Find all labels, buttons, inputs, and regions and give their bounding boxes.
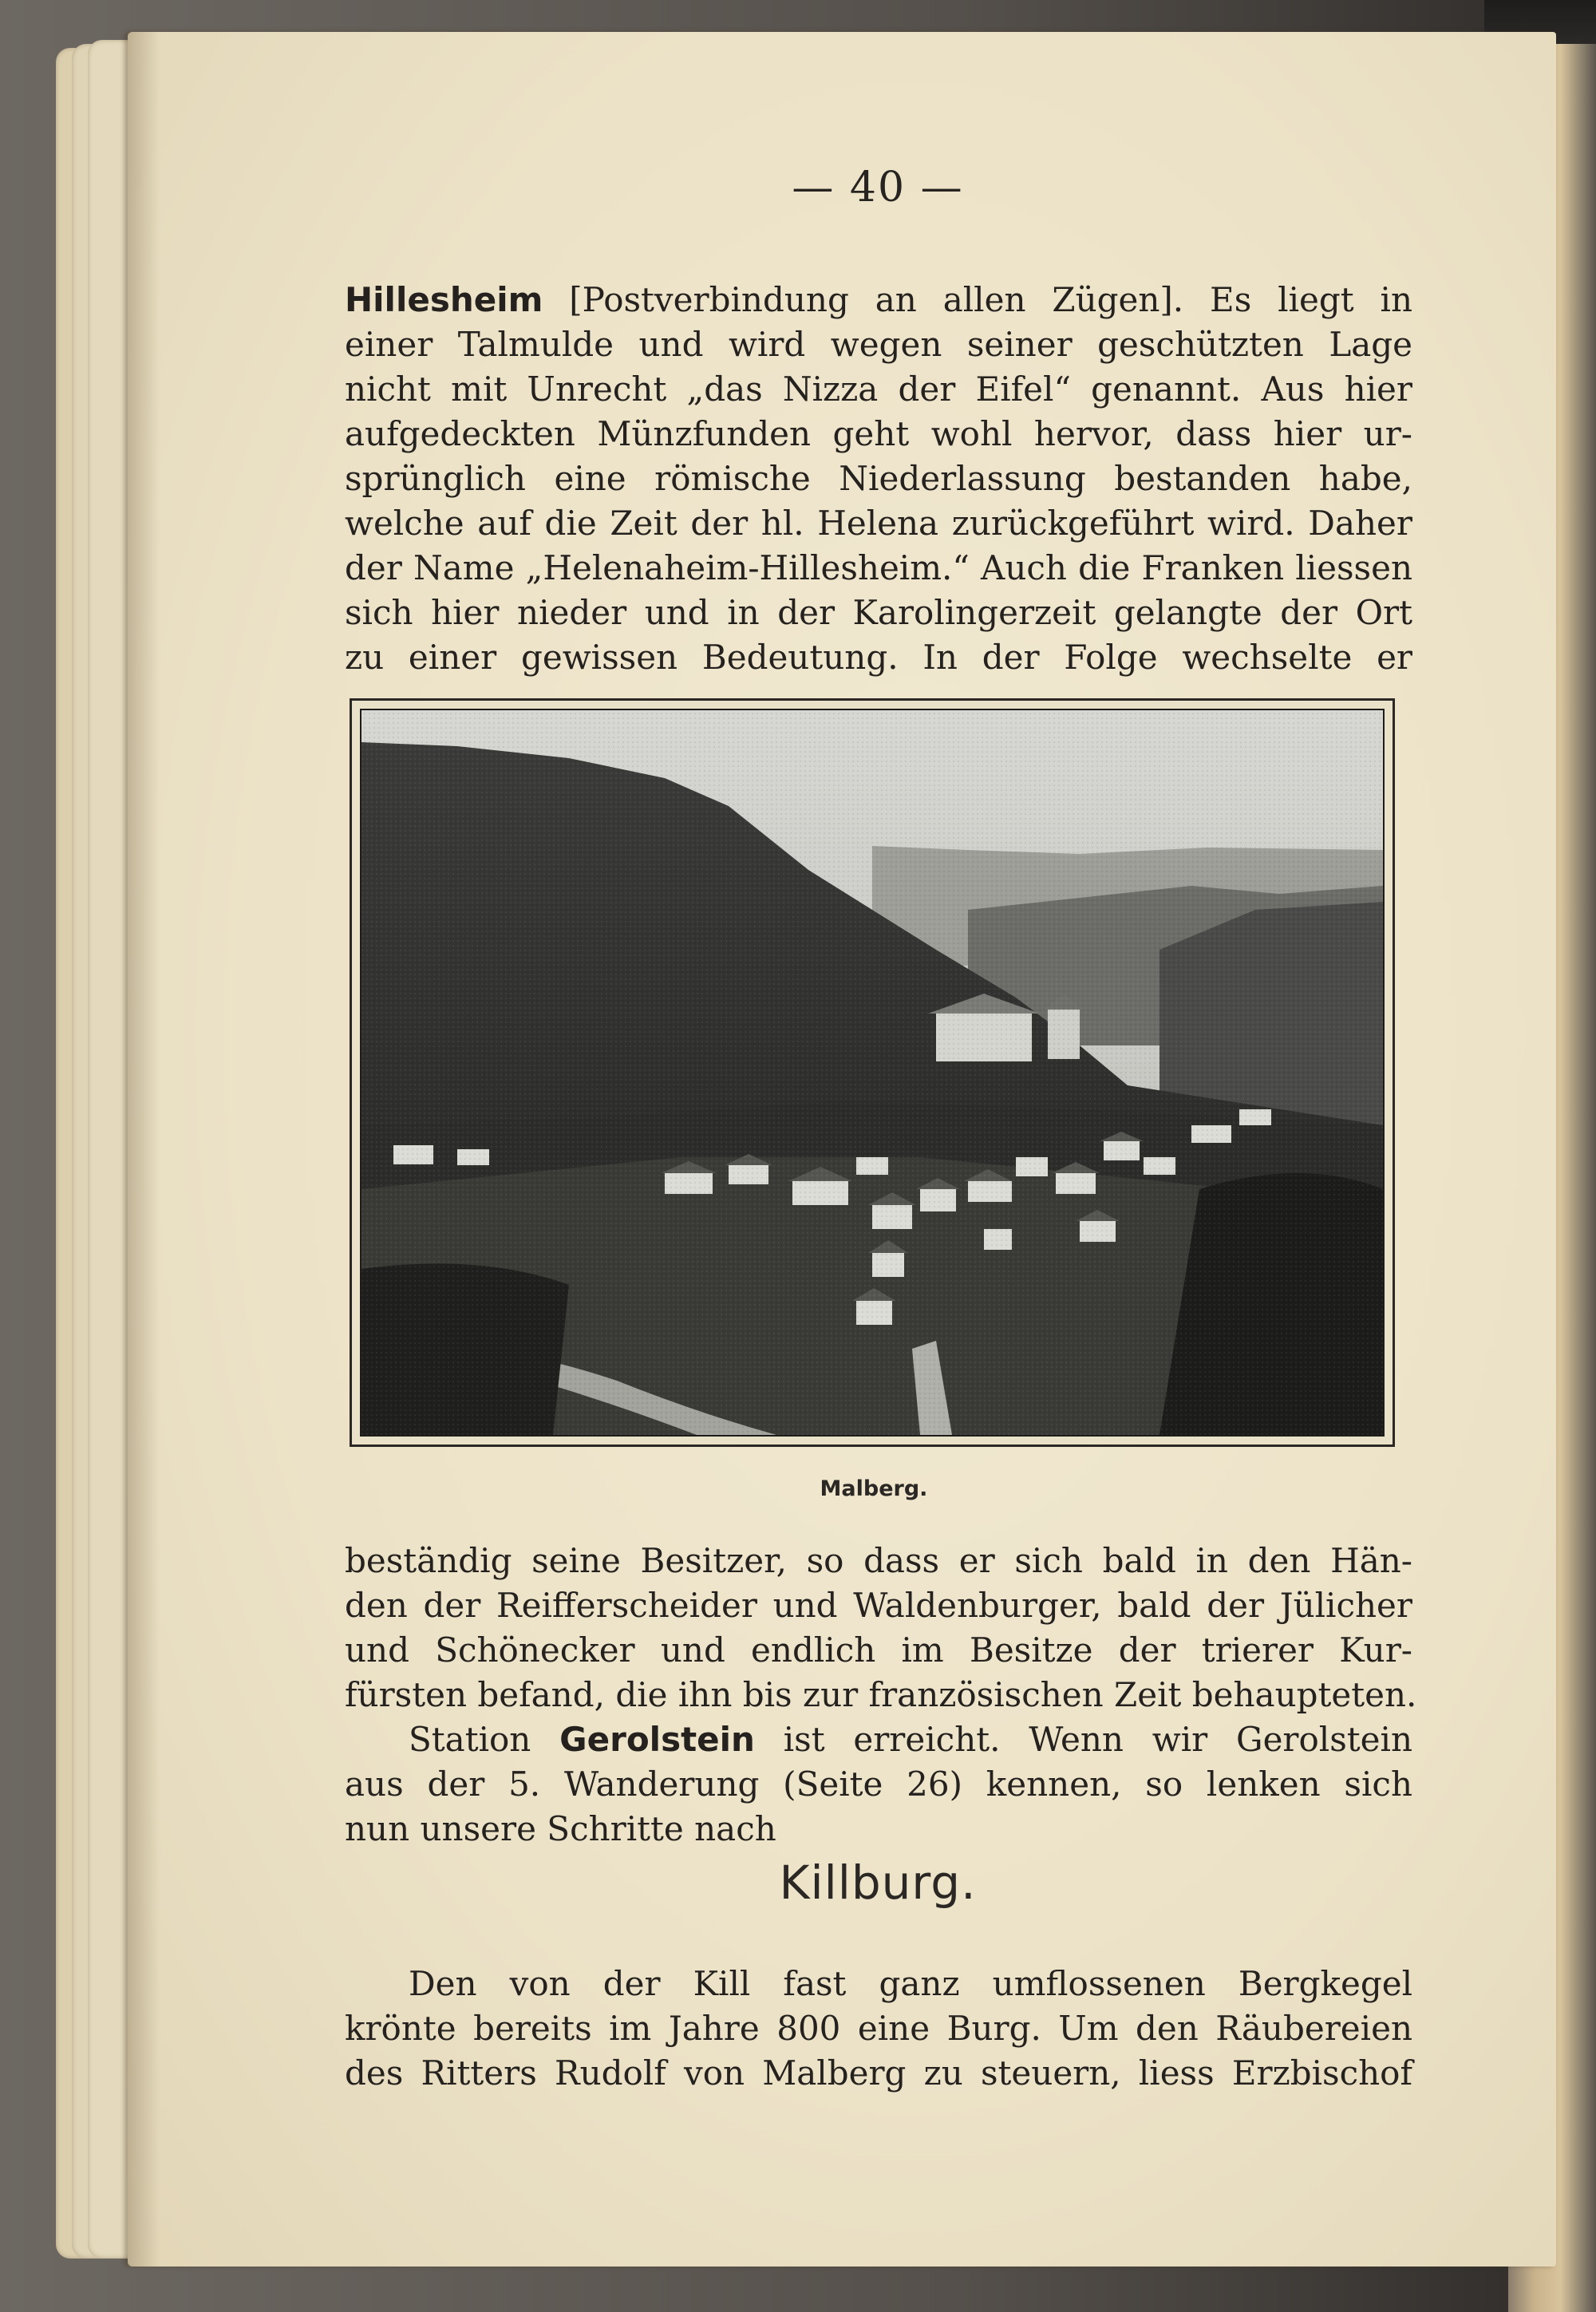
intro-paragraph (345, 278, 1412, 680)
station-paragraph (345, 1717, 1412, 1852)
place-name-hillesheim: Hillesheim (345, 280, 543, 319)
landscape-photo (360, 709, 1385, 1437)
text-line: Den von der Kill fast ganz umflossenen Bergkegel (409, 1964, 1412, 2003)
place-name-gerolstein: Gerolstein (559, 1720, 755, 1759)
text-line (345, 1717, 1412, 1762)
text-line: den der Reifferscheider und Waldenburger, bald der Jülicher (345, 1586, 1412, 1625)
text-line: einer Talmulde und wird wegen seiner geschützten Lage (345, 325, 1412, 364)
text-fragment: ist erreicht. Wenn wir Gerolstein (754, 1720, 1412, 1759)
text-line: beständig seine Besitzer, so dass er sich bald in den Hän- (345, 1541, 1412, 1580)
page-gutter-shadow (128, 32, 160, 2267)
text-line: des Ritters Rudolf von Malberg zu steuern, liess Erzbischof (345, 2053, 1412, 2093)
text-line: fürsten befand, die ihn bis zur französischen Zeit behaupteten. (345, 1675, 1417, 1714)
text-fragment: Station (409, 1720, 560, 1759)
text-line: und Schönecker und endlich im Besitze der trierer Kur- (345, 1630, 1412, 1670)
text-line: welche auf die Zeit der hl. Helena zurückgeführt wird. Daher (345, 504, 1412, 543)
text-line: nicht mit Unrecht „das Nizza der Eifel“ genannt. Aus hier (345, 370, 1412, 409)
killburg-paragraph (345, 1962, 1412, 2096)
section-heading: Killburg. (779, 1856, 977, 1910)
text-line: aufgedeckten Münzfunden geht wohl hervor, dass hier ur- (345, 414, 1412, 453)
text-line: zu einer gewissen Bedeutung. In der Folge wechselte er (345, 638, 1412, 677)
text-line: krönte bereits im Jahre 800 eine Burg. Um den Räubereien (345, 2009, 1412, 2048)
text-line: sprünglich eine römische Niederlassung bestanden habe, (345, 459, 1412, 498)
figure-frame (350, 698, 1395, 1447)
malberg-landscape-illustration (361, 710, 1383, 1435)
text-line: der Name „Helenaheim-Hillesheim.“ Auch die Franken liessen (345, 548, 1412, 587)
continuation-paragraph (345, 1539, 1417, 1717)
text-line (345, 278, 1412, 322)
text-line: aus der 5. Wanderung (Seite 26) kennen, so lenken sich (345, 1765, 1412, 1804)
page-number: — 40 — (792, 164, 964, 211)
text-fragment: [Postverbindung an allen Zügen]. Es liegt in (543, 280, 1412, 319)
text-line: sich hier nieder und in der Karolingerzeit gelangte der Ort (345, 593, 1412, 632)
text-line: nun unsere Schritte nach (345, 1809, 776, 1848)
figure-caption: Malberg. (820, 1476, 928, 1501)
